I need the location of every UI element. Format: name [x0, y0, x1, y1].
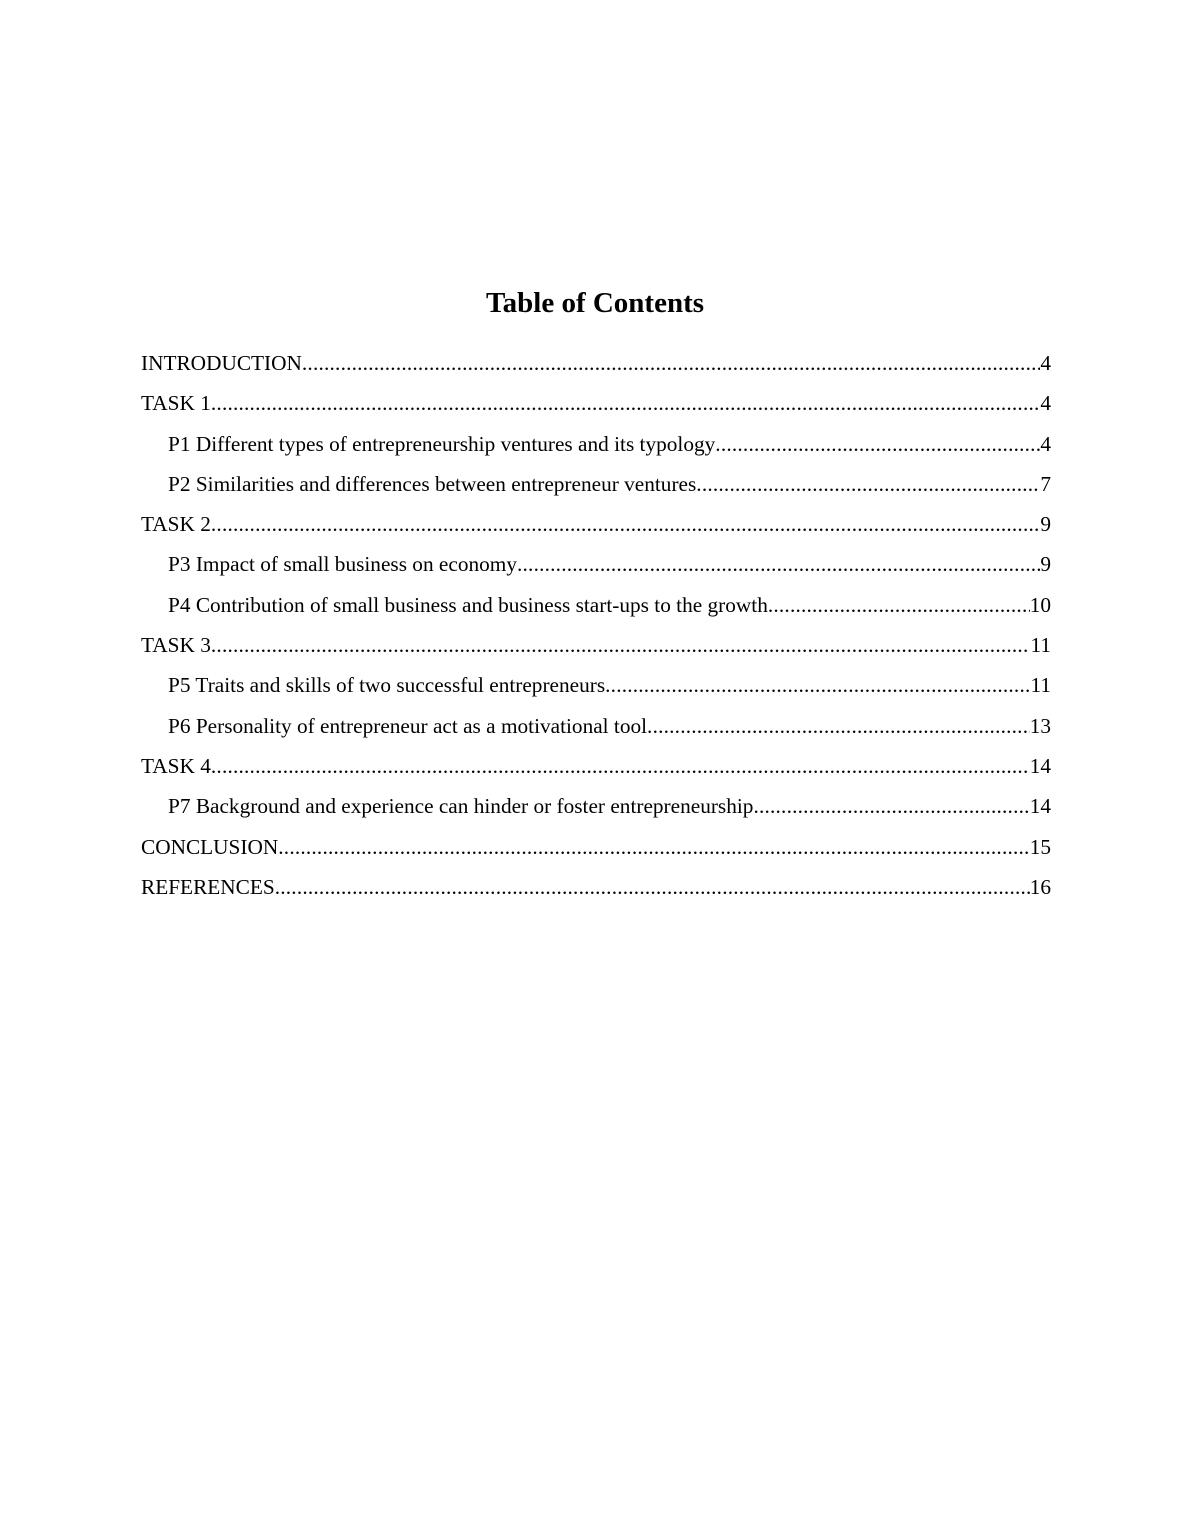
- toc-entry[interactable]: [141, 749, 1051, 789]
- toc-page-number: 4: [1040, 431, 1051, 456]
- toc-page-number: 11: [1030, 673, 1051, 698]
- toc-entry[interactable]: [141, 386, 1051, 426]
- toc-entry-label: INTRODUCTION: [141, 351, 302, 375]
- toc-page-number: 10: [1029, 592, 1051, 617]
- toc-entry-label: TASK 2: [141, 512, 211, 537]
- toc-entry[interactable]: [141, 346, 1051, 386]
- toc-entry[interactable]: [141, 709, 1051, 749]
- toc-entry[interactable]: [141, 467, 1051, 507]
- toc-entry[interactable]: [141, 507, 1051, 547]
- toc-entry-label: P3 Impact of small business on economy: [168, 552, 517, 577]
- toc-dot-leader: [211, 749, 1030, 784]
- toc-entry[interactable]: [141, 427, 1051, 467]
- toc-dot-leader: [753, 789, 1029, 824]
- toc-entry-label: TASK 1: [141, 391, 211, 416]
- toc-page-number: 7: [1040, 471, 1051, 496]
- toc-title: Table of Contents: [485, 287, 705, 319]
- toc-entry[interactable]: [141, 547, 1051, 587]
- toc-entry[interactable]: [141, 789, 1051, 829]
- toc-dot-leader: [768, 588, 1030, 623]
- toc-page-number: 9: [1040, 552, 1051, 577]
- toc-entry[interactable]: [141, 870, 1051, 910]
- toc-dot-leader: [275, 870, 1030, 905]
- toc-dot-leader: [517, 547, 1040, 582]
- toc-page-number: 4: [1040, 351, 1051, 375]
- toc-entry-label: P5 Traits and skills of two successful entrepreneurs: [168, 673, 606, 698]
- toc-entry-label: P6 Personality of entrepreneur act as a motivational tool: [168, 713, 648, 738]
- toc-page-number: 9: [1040, 512, 1051, 537]
- toc-entry-label: REFERENCES: [141, 874, 275, 899]
- toc-page-number: 13: [1029, 713, 1051, 738]
- toc-entry-label: P2 Similarities and differences between entrepreneur ventures: [168, 471, 697, 496]
- toc-dot-leader: [211, 507, 1040, 542]
- toc-entry-label: P1 Different types of entrepreneurship ventures and its typology: [168, 431, 716, 456]
- toc-entry-label: TASK 4: [141, 753, 211, 778]
- toc-entry[interactable]: [141, 668, 1051, 708]
- toc-page-number: 14: [1029, 794, 1051, 819]
- toc-dot-leader: [605, 668, 1030, 703]
- toc-dot-leader: [647, 709, 1030, 744]
- toc-entry[interactable]: [141, 830, 1051, 870]
- toc-page-number: 4: [1040, 391, 1051, 416]
- toc-dot-leader: [696, 467, 1040, 502]
- toc-entry-label: TASK 3: [141, 633, 211, 658]
- toc-dot-leader: [715, 427, 1040, 462]
- toc-page-number: 16: [1029, 874, 1051, 899]
- toc-dot-leader: [278, 830, 1029, 865]
- toc-entry-label: P4 Contribution of small business and business start-ups to the growth: [168, 592, 768, 617]
- toc-entry[interactable]: [141, 588, 1051, 628]
- toc-page-number: 11: [1030, 633, 1051, 658]
- toc-entry-label: P7 Background and experience can hinder or foster entrepreneurship: [168, 794, 754, 819]
- toc-dot-leader: [211, 386, 1040, 421]
- toc-dot-leader: [211, 628, 1031, 663]
- toc-page-number: 15: [1029, 834, 1051, 859]
- toc-entry-label: CONCLUSION: [141, 834, 279, 859]
- toc-entry[interactable]: [141, 628, 1051, 668]
- toc-page-number: 14: [1029, 753, 1051, 778]
- toc-list: [141, 346, 1051, 910]
- toc-dot-leader: [302, 346, 1040, 381]
